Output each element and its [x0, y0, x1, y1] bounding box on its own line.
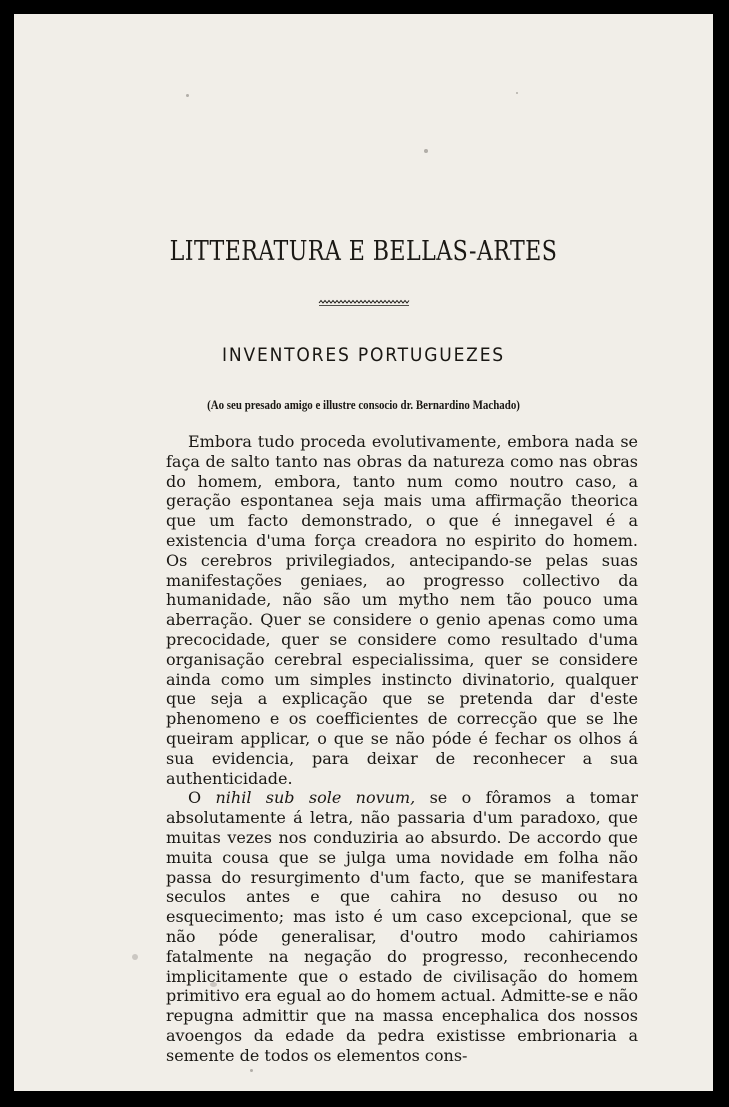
paper-speck — [250, 1069, 253, 1072]
ornament-divider — [14, 292, 713, 311]
article-body — [166, 432, 638, 1066]
dedication: (Ao seu presado amigo e illustre consocio dr. Bernardino Machado) — [207, 397, 520, 412]
paper-speck — [516, 92, 518, 94]
paper-speck — [424, 149, 428, 153]
wavy-rule-icon — [318, 299, 410, 307]
document-page — [14, 14, 713, 1091]
paragraph — [166, 788, 638, 1065]
paragraph: Embora tudo proceda evolutivamente, embora nada se faça de salto tanto nas obras da natureza como nas obras do homem, embora, tanto num como noutro caso, a geração espontanea seja mais uma affirmação theorica que um facto demonstrado, o que é innegavel é a existencia d'uma força creadora no espirito do homem. Os cerebros privilegiados, antecipando-se pelas suas manifestações geniaes, ao progresso collectivo da humanidade, não são um mytho nem tão pouco uma aberração. Quer se considere o genio apenas como uma precocidade, quer se considere como resultado d'uma organisação cerebral especialissima, quer se considere ainda como um simples instincto divinatorio, qualquer que seja a explicação que se pretenda dar d'este phenomeno e os coefficientes de correcção que se lhe queiram applicar, o que se não póde é fechar os olhos á sua evidencia, para deixar de reconhecer a sua authenticidade. — [166, 432, 638, 788]
paragraph-text: se o fôramos a tomar absolutamente á letra, não passaria d'um paradoxo, que muitas vezes nos conduziria ao absurdo. De accordo que muita cousa que se julga uma novidade em folha não passa do resurgimento d'um facto, que se manifestara seculos antes e que cahira no desuso ou no esquecimento; mas isto é um caso excepcional, que se não póde generalisar, d'outro modo cahiriamos fatalmente na negação do progresso, reconhecendo implicitamente que o estado de civilisação do homem primitivo era egual ao do homem actual. Admitte-se e não repugna admittir que na massa encephalica dos nossos avoengos da edade da pedra existisse embrionaria a semente de todos os elementos cons- — [166, 788, 639, 1065]
paragraph-text: O — [188, 788, 202, 808]
paper-speck — [132, 954, 138, 960]
section-title: LITTERATURA E BELLAS-ARTES — [169, 236, 558, 267]
paper-speck — [186, 94, 189, 97]
latin-phrase: nihil sub sole novum, — [215, 788, 416, 808]
article-title: INVENTORES PORTUGUEZES — [222, 344, 505, 366]
